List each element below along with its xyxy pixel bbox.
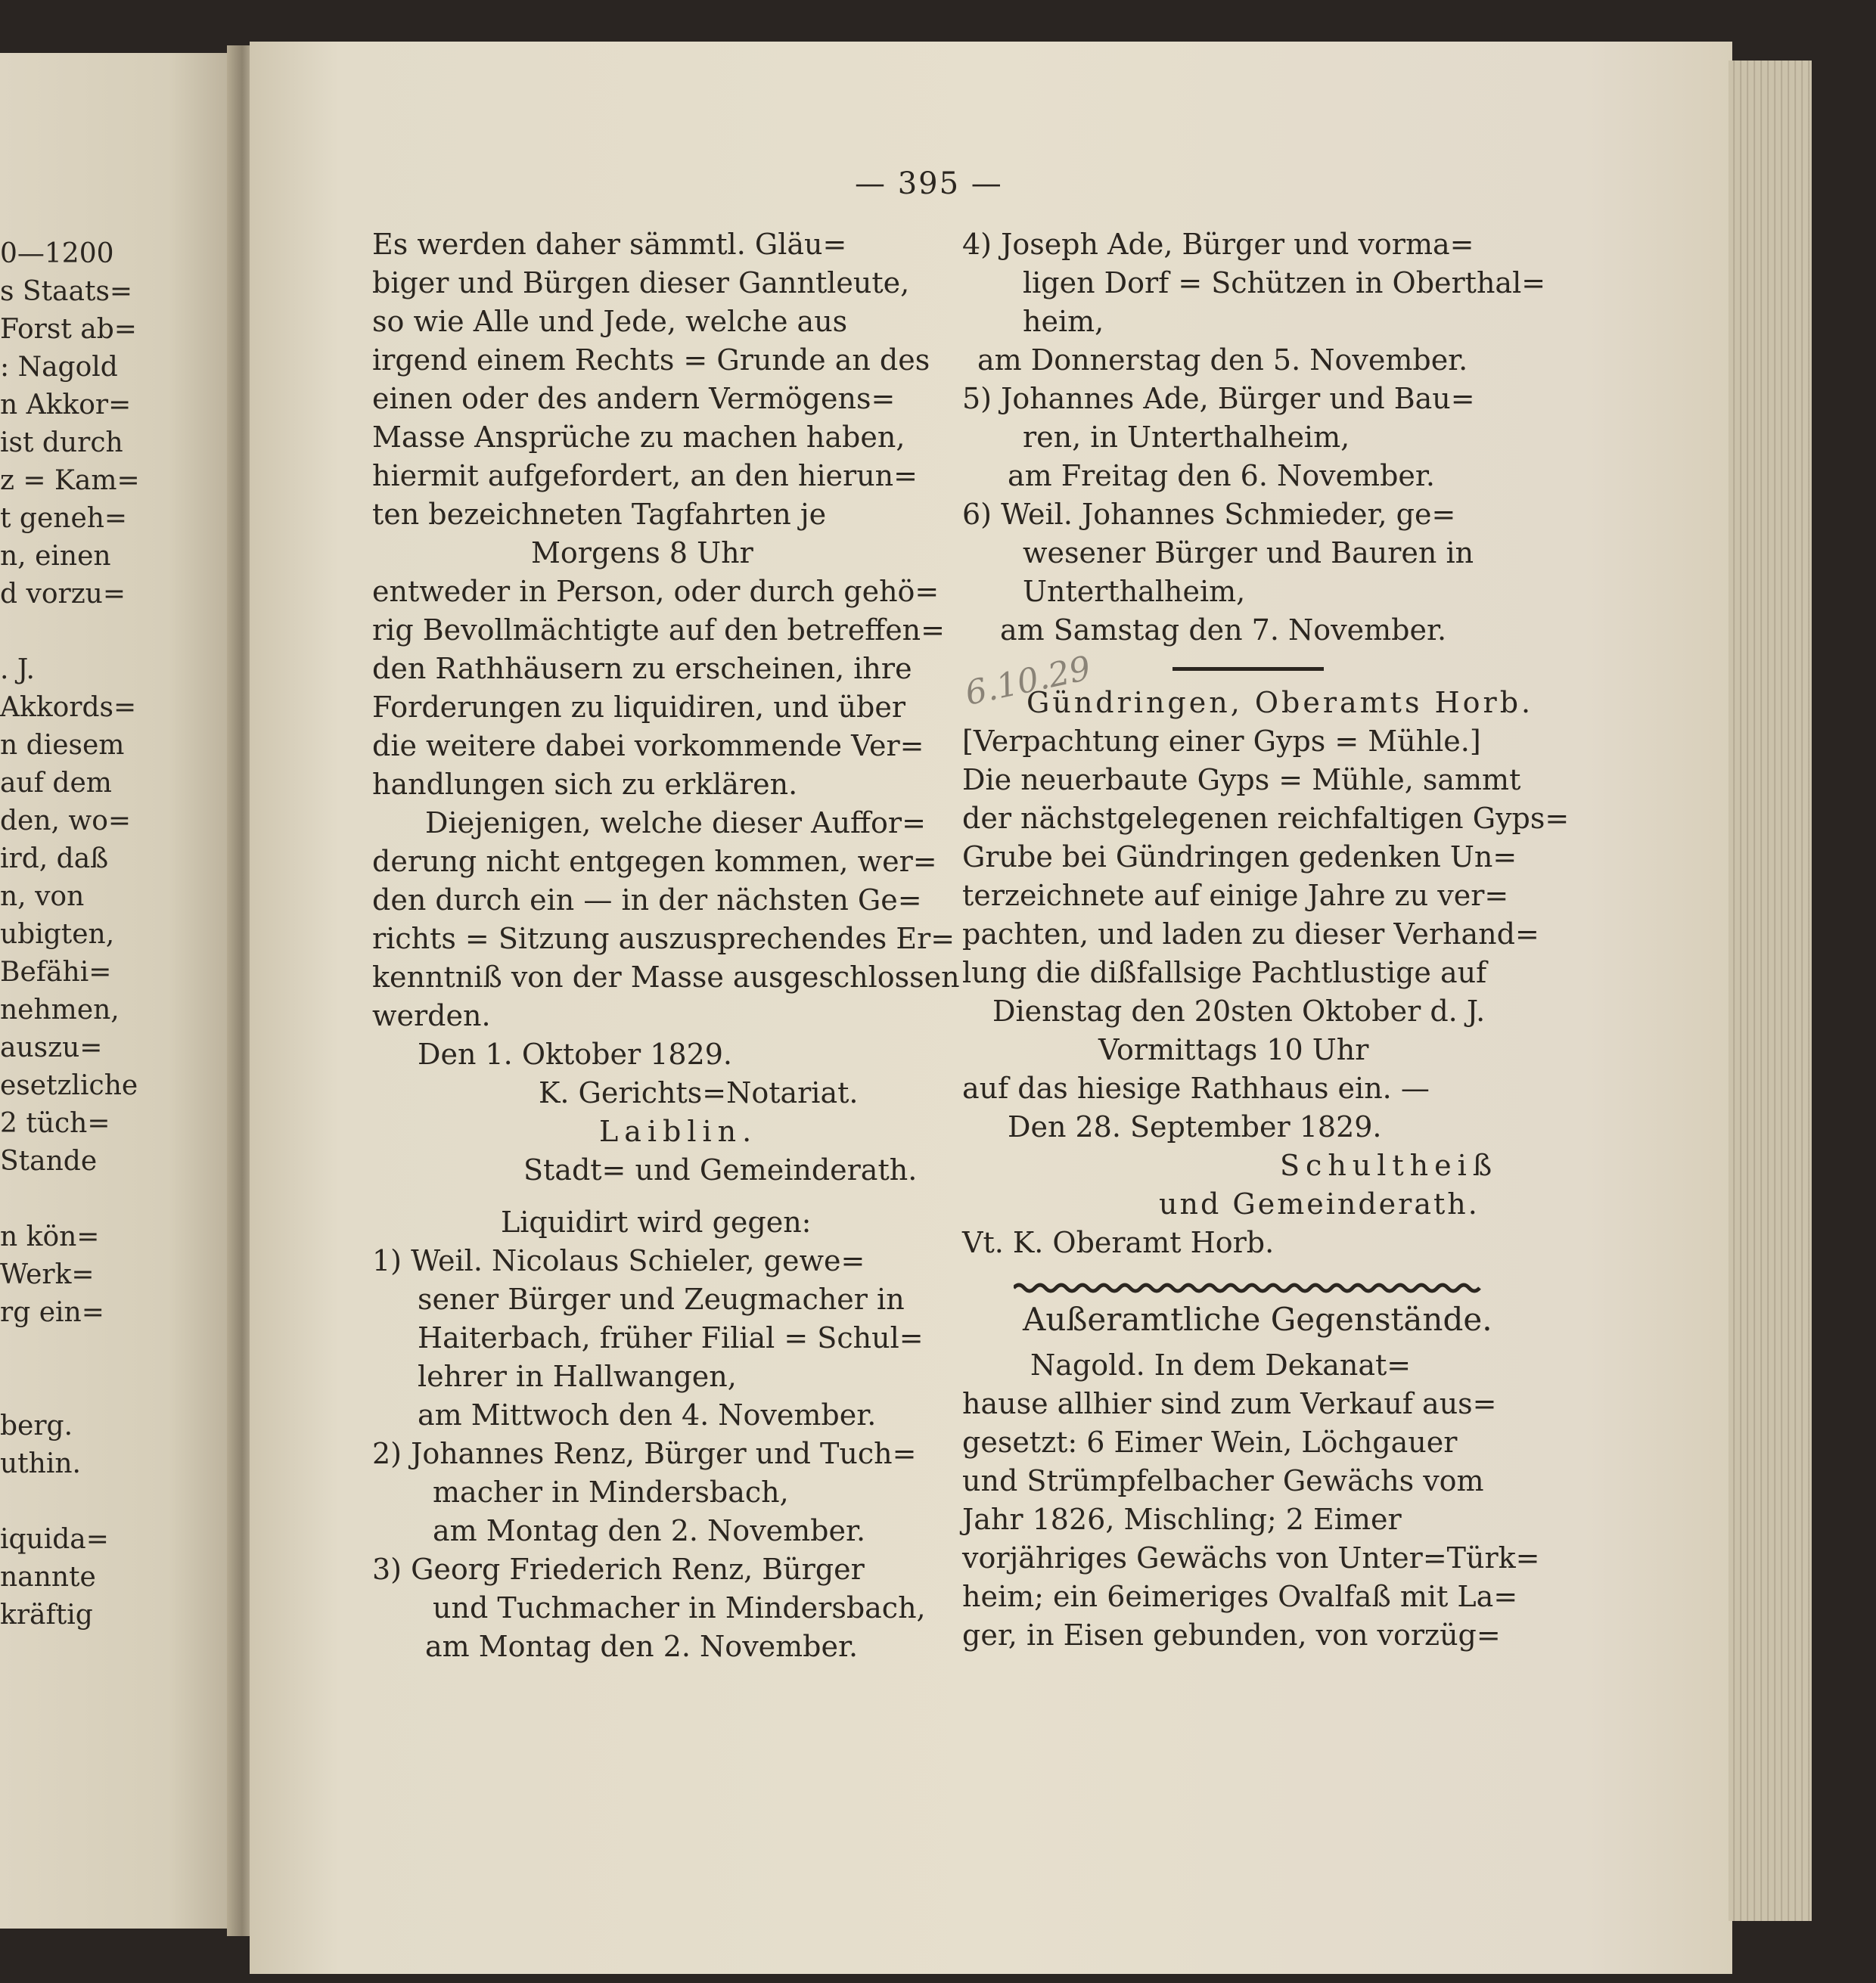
left-column-line: 1) Weil. Nicolaus Schieler, gewe= xyxy=(372,1244,865,1277)
right-column-line: 6) Weil. Johannes Schmieder, ge= xyxy=(962,498,1456,531)
left-column-line: und Tuchmacher in Mindersbach, xyxy=(433,1591,926,1625)
left-stub_lines-line: 2 tüch= xyxy=(0,1108,110,1139)
right-column-line: ger, in Eisen gebunden, von vorzüg= xyxy=(962,1618,1501,1652)
right-column-line: der nächstgelegenen reichfaltigen Gyps= xyxy=(962,802,1570,835)
left-column-line: 3) Georg Friederich Renz, Bürger xyxy=(372,1553,865,1586)
left-column-line: am Montag den 2. November. xyxy=(425,1630,859,1663)
left-column-line: einen oder des andern Vermögens= xyxy=(372,382,896,415)
right-column-line: hause allhier sind zum Verkauf aus= xyxy=(962,1387,1497,1420)
left-stub_lines-line: nehmen, xyxy=(0,995,120,1026)
left-column-line: entweder in Person, oder durch gehö= xyxy=(372,575,940,608)
left-column-line: werden. xyxy=(372,999,491,1032)
right-column-line: Unterthalheim, xyxy=(1023,575,1246,608)
right-column-line: am Freitag den 6. November. xyxy=(1008,459,1435,492)
right-column-line: 4) Joseph Ade, Bürger und vorma= xyxy=(962,228,1474,261)
right-column-line: Jahr 1826, Mischling; 2 Eimer xyxy=(962,1503,1402,1536)
left-stub_lines-line: ird, daß xyxy=(0,843,109,874)
left-stub_lines-line: n, einen xyxy=(0,541,111,572)
left-stub_lines-line xyxy=(0,1180,151,1218)
left-column-line: sener Bürger und Zeugmacher in xyxy=(418,1283,905,1316)
left-stub_lines-line: Werk= xyxy=(0,1259,95,1290)
left-stub_lines-line xyxy=(0,1331,151,1369)
left-column-line: ten bezeichneten Tagfahrten je xyxy=(372,498,827,531)
left-column xyxy=(372,225,960,1666)
wavy-divider-svg xyxy=(1014,1282,1483,1297)
short-rule xyxy=(1172,667,1324,671)
left-stub_lines-line: auf dem xyxy=(0,768,112,799)
left-stub_lines-line: Stande xyxy=(0,1146,98,1177)
left-stub_lines-line: z = Kam= xyxy=(0,465,140,496)
left-stub_lines-line: nannte xyxy=(0,1562,96,1593)
right-column-line: Grube bei Gündringen gedenken Un= xyxy=(962,840,1517,874)
left-column-line: Es werden daher sämmtl. Gläu= xyxy=(372,228,847,261)
left-stub_lines-line: ist durch xyxy=(0,427,123,458)
left-stub_lines-line: rg ein= xyxy=(0,1297,104,1328)
right-column-line: am Donnerstag den 5. November. xyxy=(977,343,1468,377)
right-column-line: und Gemeinderath. xyxy=(1159,1187,1480,1221)
left-column-line: irgend einem Rechts = Grunde an des xyxy=(372,343,930,377)
left-stub_lines-line: . J. xyxy=(0,654,35,685)
right-column-line: 5) Johannes Ade, Bürger und Bau= xyxy=(962,382,1475,415)
right-column-line: Dienstag den 20sten Oktober d. J. xyxy=(992,995,1486,1028)
right-column-line: heim; ein 6eimeriges Ovalfaß mit La= xyxy=(962,1580,1518,1613)
wavy-divider xyxy=(1014,1282,1483,1297)
left-stub_lines-line: 0—1200 xyxy=(0,238,114,269)
left-stub_lines-line: : Nagold xyxy=(0,352,118,383)
left-column-line: rig Bevollmächtigte auf den betreffen= xyxy=(372,613,945,647)
left-stub_lines-line: kräftig xyxy=(0,1600,93,1631)
left-stub_lines-line: n, von xyxy=(0,881,85,912)
right-column-line: Vormittags 10 Uhr xyxy=(1098,1033,1369,1066)
right-column-line: terzeichnete auf einige Jahre zu ver= xyxy=(962,879,1509,912)
left-column-line: den Rathhäusern zu erscheinen, ihre xyxy=(372,652,912,685)
left-column-line: biger und Bürgen dieser Ganntleute, xyxy=(372,266,910,299)
right-column xyxy=(962,225,1570,1655)
left-stub_lines-line: Akkords= xyxy=(0,692,137,723)
left-stub_lines-line: t geneh= xyxy=(0,503,128,534)
right-column-line: Nagold. In dem Dekanat= xyxy=(1030,1348,1412,1382)
left-column-line: am Mittwoch den 4. November. xyxy=(418,1398,877,1432)
left-stub_lines-line: berg. xyxy=(0,1410,73,1441)
right-column-line: vorjähriges Gewächs von Unter=Türk= xyxy=(962,1541,1540,1575)
right-column-line: pachten, und laden zu dieser Verhand= xyxy=(962,917,1539,951)
left-column-line: hiermit aufgefordert, an den hierun= xyxy=(372,459,918,492)
left-column-line: 2) Johannes Renz, Bürger und Tuch= xyxy=(372,1437,917,1470)
left-column-line: Morgens 8 Uhr xyxy=(531,536,753,569)
left-stub_lines-line: uthin. xyxy=(0,1448,81,1479)
left-column-line: Diejenigen, welche dieser Auffor= xyxy=(425,806,926,839)
left-stub_lines-line: s Staats= xyxy=(0,276,133,307)
pencil-note: 6.10.29 xyxy=(961,649,1095,713)
left-column-line: so wie Alle und Jede, welche aus xyxy=(372,305,848,338)
left-stub_lines-line: iquida= xyxy=(0,1524,109,1555)
left-column-line: Stadt= und Gemeinderath. xyxy=(523,1153,918,1187)
left-column-line: Laiblin. xyxy=(599,1115,758,1148)
right-column-line: Die neuerbaute Gyps = Mühle, sammt xyxy=(962,763,1521,796)
right-column-line: Außeramtliche Gegenstände. xyxy=(1023,1301,1492,1338)
right-column-line: Gündringen, Oberamts Horb. xyxy=(1027,686,1534,719)
left-column-line: Haiterbach, früher Filial = Schul= xyxy=(418,1321,924,1355)
right-column-line: auf das hiesige Rathhaus ein. — xyxy=(962,1072,1430,1105)
left-column-line: Forderungen zu liquidiren, und über xyxy=(372,690,906,724)
right-column-line: am Samstag den 7. November. xyxy=(1000,613,1447,647)
right-column-line: wesener Bürger und Bauren in xyxy=(1023,536,1474,569)
right-column-line: Schultheiß xyxy=(1280,1149,1499,1182)
right-column-line: und Strümpfelbacher Gewächs vom xyxy=(962,1464,1484,1497)
left-stub_lines-line: esetzliche xyxy=(0,1070,138,1101)
left-page-text-fragment xyxy=(0,234,151,1634)
left-column-line: macher in Mindersbach, xyxy=(433,1476,789,1509)
page-edges xyxy=(1728,61,1812,1921)
left-column-line: Liquidirt wird gegen: xyxy=(501,1206,812,1239)
right-column-line: Den 28. September 1829. xyxy=(1008,1110,1382,1144)
right-column-line: [Verpachtung einer Gyps = Mühle.] xyxy=(962,725,1481,758)
left-column-line: Den 1. Oktober 1829. xyxy=(418,1038,733,1071)
left-stub_lines-line xyxy=(0,613,151,650)
left-column-line: Masse Ansprüche zu machen haben, xyxy=(372,420,905,454)
left-stub_lines-line: den, wo= xyxy=(0,805,132,836)
right-column-line: Vt. K. Oberamt Horb. xyxy=(962,1226,1275,1259)
right-column-line: ligen Dorf = Schützen in Oberthal= xyxy=(1023,266,1546,299)
left-column-line: den durch ein — in der nächsten Ge= xyxy=(372,883,922,917)
left-column-line: K. Gerichts=Notariat. xyxy=(539,1076,859,1109)
page-number: — 395 — xyxy=(855,166,1003,201)
left-stub_lines-line: n diesem xyxy=(0,730,125,761)
left-stub_lines-line: d vorzu= xyxy=(0,579,126,610)
left-stub_lines-line: ubigten, xyxy=(0,919,115,950)
right-column-line: ren, in Unterthalheim, xyxy=(1023,420,1350,454)
left-stub_lines-line: auszu= xyxy=(0,1032,103,1063)
left-column-line: handlungen sich zu erklären. xyxy=(372,768,798,801)
right-column-line: heim, xyxy=(1023,305,1104,338)
left-stub_lines-line: Befähi= xyxy=(0,957,112,988)
left-column-line: richts = Sitzung auszusprechendes Er= xyxy=(372,922,955,955)
left-stub_lines-line xyxy=(0,1369,151,1407)
left-column-line: derung nicht entgegen kommen, wer= xyxy=(372,845,937,878)
right-column-line: lung die dißfallsige Pachtlustige auf xyxy=(962,956,1487,989)
left-stub_lines-line: n kön= xyxy=(0,1221,100,1252)
left-column-line: kenntniß von der Masse ausgeschlossen xyxy=(372,960,960,994)
left-column-line: am Montag den 2. November. xyxy=(433,1514,866,1547)
left-stub_lines-line xyxy=(0,1482,151,1520)
left-column-line: die weitere dabei vorkommende Ver= xyxy=(372,729,924,762)
left-stub_lines-line: Forst ab= xyxy=(0,314,137,345)
left-stub_lines-line: n Akkor= xyxy=(0,389,132,420)
right-column-line: gesetzt: 6 Eimer Wein, Löchgauer xyxy=(962,1426,1458,1459)
left-column-line: lehrer in Hallwangen, xyxy=(418,1360,737,1393)
